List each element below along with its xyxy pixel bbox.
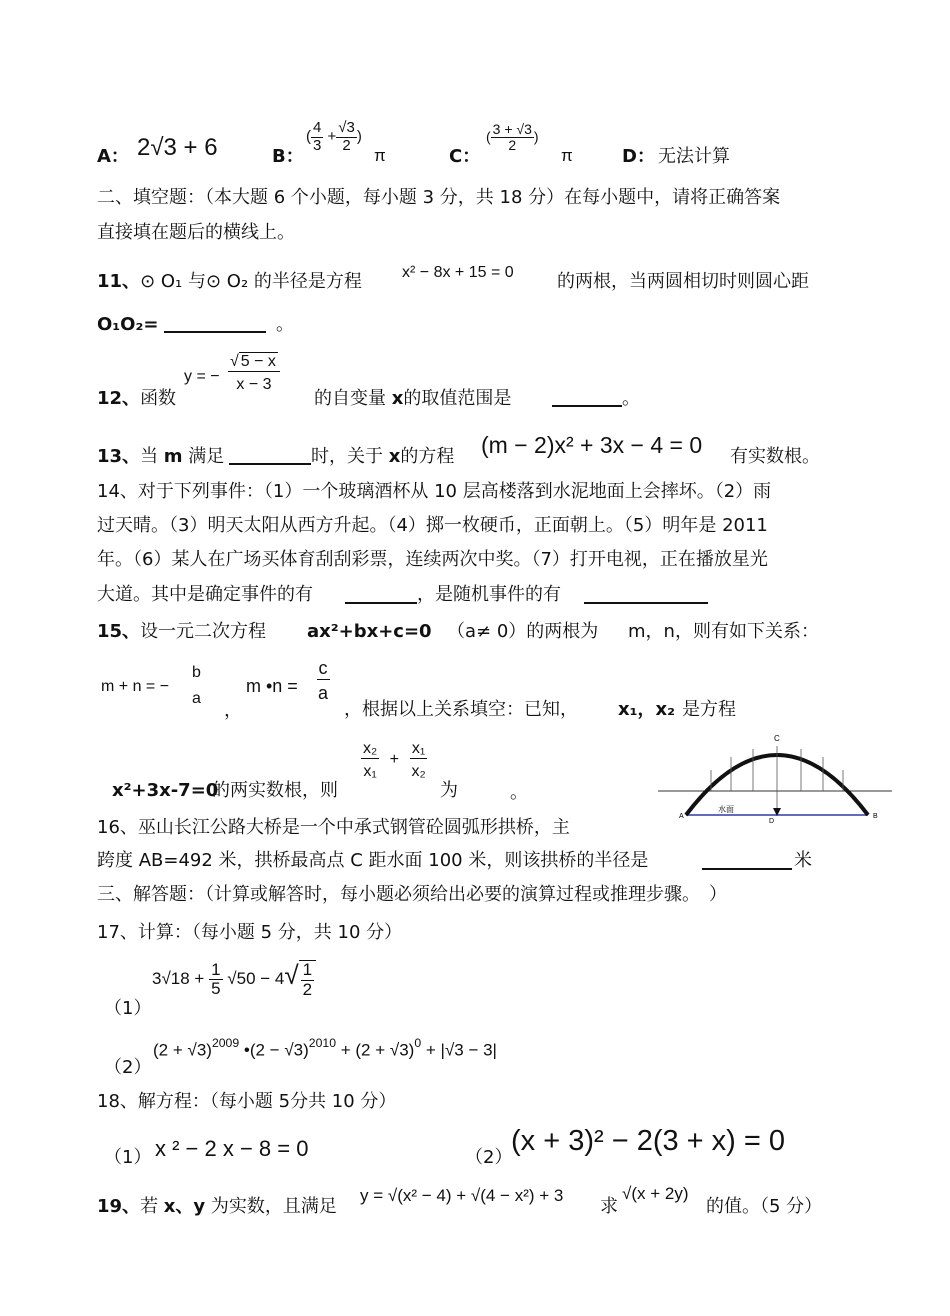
q15-equation: ax²+bx+c=0 <box>307 621 432 642</box>
q15-condition: （a≠ 0）的两根为 <box>447 621 599 642</box>
option-b-expression: ( $\frac{4}{3}$ + $\frac{√3}{2}$ ) <box>306 119 362 154</box>
q15-mn: m，n，则有如下关系： <box>628 621 819 642</box>
q15-product-fraction: $\frac{c}{a}$ <box>318 658 329 703</box>
point-c-label: C <box>774 734 780 743</box>
q12-answer-blank[interactable] <box>552 387 622 407</box>
q11-answer-blank[interactable] <box>164 313 266 333</box>
q14-random-blank[interactable] <box>584 584 708 604</box>
q12-text-a: 12、函数 <box>97 388 177 409</box>
q13-text-a: 13、当 m 满足 <box>97 446 225 467</box>
q13-answer-blank[interactable] <box>229 445 311 465</box>
q15-text-d: 的两实数根，则 <box>212 780 338 801</box>
arch-bridge-diagram <box>656 730 896 830</box>
q17-part-1-expression: 3√18 + $\frac{1}{5}$ √50 − 4√ $\frac{1}{2}$ <box>152 960 316 999</box>
q18-part-2-equation: (x + 3)² − 2(3 + x) = 0 <box>511 1125 785 1157</box>
q17-part-2-label: （2） <box>104 1057 152 1078</box>
q18-part-2-label: （2） <box>465 1147 513 1168</box>
q14-line-3: 年。（6）某人在广场买体育刮刮彩票，连续两次中奖。（7）打开电视，正在播放星光 <box>97 549 768 570</box>
option-c-expression: ( $\frac{3 + √3}{2}$ ) <box>486 121 539 154</box>
point-b-label: B <box>873 813 878 820</box>
q12-function-y: y = − <box>184 368 220 385</box>
option-a-label: A： <box>97 146 129 167</box>
q11-o1o2-label: O₁O₂= <box>97 314 159 335</box>
option-a-expression: 2√3 + 6 <box>137 134 218 161</box>
q17-title: 17、计算：（每小题 5 分，共 10 分） <box>97 922 403 943</box>
q16-answer-blank[interactable] <box>702 850 792 870</box>
q14-certain-blank[interactable] <box>345 584 417 604</box>
q15-equation-2: x²+3x-7=0 <box>112 780 219 801</box>
q15-end: 。 <box>510 782 528 803</box>
q12-function-fraction: √ $\frac{5 - x}{x - 3}$ <box>228 353 280 393</box>
q13-equation: (m − 2)x² + 3x − 4 = 0 <box>481 432 703 458</box>
q17-part-2-expression: $(2 + √3)^{2009}$ •(2 − $√3)^{2010} + (2 + √3)^0 + |√3 - 3|$ <box>153 1036 497 1060</box>
q15-sum-relation: m + n = − <box>101 678 170 695</box>
q19-text-a: 19、若 x、y 为实数，且满足 <box>97 1196 337 1217</box>
point-d-label: D <box>769 818 775 825</box>
q16-line-2b: 米 <box>794 850 812 871</box>
option-b-pi: π <box>374 146 386 165</box>
q15-text-e: 为 <box>440 780 458 801</box>
q15-text-a: 15、设一元二次方程 <box>97 621 267 642</box>
q19-root: √(x + 2y) <box>622 1184 689 1203</box>
q15-sum-fraction: b a <box>192 664 201 707</box>
q14-line-1: 14、对于下列事件：（1）一个玻璃酒杯从 10 层高楼落到水泥地面上会摔坏。（2）雨 <box>97 481 772 502</box>
q13-text-e: 有实数根。 <box>730 446 820 467</box>
q18-part-1-label: （1） <box>104 1147 152 1168</box>
q15-roots: x₁，x₂ <box>618 699 675 720</box>
q11-text-b: 的两根，当两圆相切时则圆心距 <box>557 271 809 292</box>
section-2-instruction: 直接填在题后的横线上。 <box>97 222 295 243</box>
q17-part-1-label: （1） <box>104 998 152 1019</box>
q15-expression: $\frac{\text{x₂}}{\text{x₁}}$ + $\frac{\text{x₁}}{\text{x₂}}$ <box>363 740 426 780</box>
section-3-heading: 三、解答题：（计算或解答时，每小题必须给出必要的演算过程或推理步骤。 ） <box>97 884 727 905</box>
q16-line-2a: 跨度 AB=492 米，拱桥最高点 C 距水面 100 米，则该拱桥的半径是 <box>97 850 649 871</box>
q15-text-b: ，根据以上关系填空：已知， <box>344 699 578 720</box>
q15-product-relation: m •n = <box>246 676 298 696</box>
q11-equation: x² − 8x + 15 = 0 <box>402 264 514 281</box>
point-a-label: A <box>679 813 684 820</box>
q14-line-2: 过天晴。（3）明天太阳从西方升起。（4）掷一枚硬币，正面朝上。（5）明年是 2011 <box>97 515 768 536</box>
q14-line-4a: 大道。其中是确定事件的有 <box>97 584 313 605</box>
water-surface-label: 水面 <box>718 805 734 814</box>
section-2-heading: 二、填空题：（本大题 6 个小题，每小题 3 分，共 18 分）在每小题中，请将正确答案 <box>97 187 781 208</box>
option-d-label: D： <box>622 146 655 167</box>
q11-text-a: 11、⊙ O₁ 与⊙ O₂ 的半径是方程 <box>97 271 362 292</box>
q19-text-c: 求 <box>600 1196 618 1217</box>
q12-text-b: 的自变量 x的取值范围是 <box>314 388 512 409</box>
option-c-pi: π <box>561 146 573 165</box>
q18-part-1-equation: x ² − 2 x − 8 = 0 <box>155 1136 309 1161</box>
option-c-label: C： <box>449 146 481 167</box>
option-b-label: B： <box>272 146 304 167</box>
option-d-text: 无法计算 <box>658 146 730 167</box>
q16-line-1: 16、巫山长江公路大桥是一个中承式钢管砼圆弧形拱桥，主 <box>97 817 570 838</box>
q19-text-d: 的值。（5 分） <box>706 1196 823 1217</box>
q12-end: 。 <box>622 388 640 409</box>
q15-text-c: 是方程 <box>682 699 736 720</box>
q18-title: 18、解方程：（每小题 5分共 10 分） <box>97 1091 397 1112</box>
q11-end: 。 <box>276 314 294 335</box>
q14-line-4b: ，是随机事件的有 <box>417 584 561 605</box>
q19-equation: y = √(x² − 4) + √(4 − x²) + 3 <box>360 1186 564 1205</box>
q15-comma: ， <box>224 700 242 721</box>
q13-text-c: 时，关于 x的方程 <box>311 446 455 467</box>
